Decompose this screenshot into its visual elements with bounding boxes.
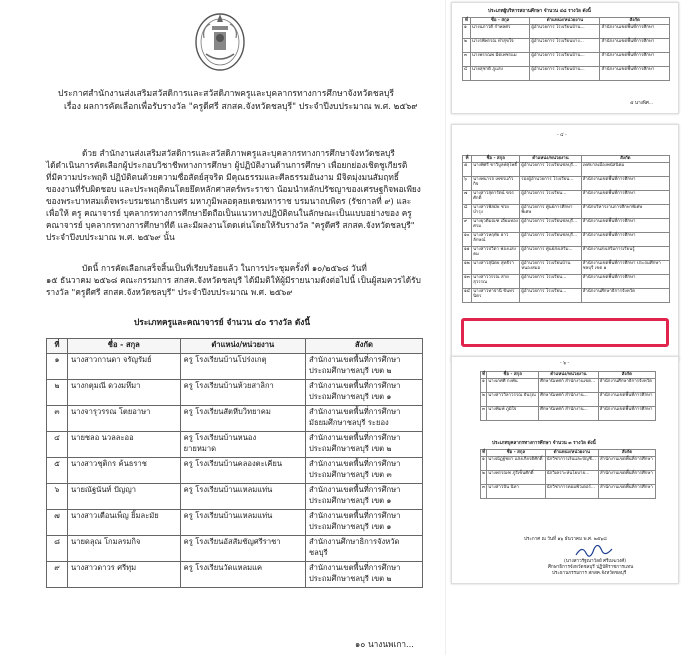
- para2-line: ๑๕ ธันวาคม ๒๕๖๘ คณะกรรมการ สกสค.จังหวัดชลบุรี ได้มีมติให้ผู้มีรายนามดังต่อไปนี้ เป็นผู้สมควรได้รับ: [46, 275, 421, 285]
- scan1-header: ที่: [463, 18, 471, 25]
- cell: ๑: [481, 378, 487, 392]
- cell: ผู้อำนวยการ โรงเรียนบาง...: [530, 38, 600, 52]
- cell: ศึกษานิเทศก์ สำนักงาน...: [539, 406, 599, 420]
- scan3-title2: ประเภทบุคลากรทางการศึกษา จำนวน ๓ รางวัล ดังนี้: [492, 441, 596, 446]
- teacher-awards-table: [46, 338, 423, 588]
- scan3-header: ที่: [482, 450, 486, 455]
- cell: ๑๐: [463, 232, 472, 246]
- row-name: นายดลุณ โกมลรมกิจ: [68, 536, 181, 562]
- signatory-title: ศึกษาธิการจังหวัดชลบุรี ปฏิบัติราชการแทน: [548, 565, 634, 570]
- scan3-header: ที่: [482, 372, 486, 377]
- para1-line: ของงานที่รับผิดชอบ และประพฤติตนโดยยึดหลักศาสตร์พระราชา น้อมนำหลักปรัชญาของเศรษฐกิจพอเพียง: [46, 184, 421, 194]
- cell: นางสาวสุนิตย สุทธิรา: [472, 260, 520, 274]
- cell: นางเกศศิ กงพัน: [487, 378, 539, 392]
- cell: ๒: [481, 470, 487, 484]
- cell: ๗: [463, 190, 472, 204]
- cell: นางสาวปวิตา ฟองแสงคม: [472, 246, 520, 260]
- col-header-no: ที่: [47, 339, 68, 354]
- row-position: ครู โรงเรียนวัดแหลมแค: [180, 562, 305, 588]
- scan3-header: ตำแหน่ง/หน่วยงาน: [545, 450, 598, 457]
- table-row: [463, 232, 670, 246]
- row-affiliation: [305, 354, 422, 380]
- table-row: [47, 354, 423, 380]
- main.rows.1.org-line: สำนักงานเขตพื้นที่การศึกษา: [308, 381, 401, 390]
- cell: ผู้อำนวยการ โรงเรียนบ้าน...: [530, 24, 600, 38]
- cell: นางณัฏฐ์ชยา แสงเกียรติศักดิ์: [487, 456, 546, 470]
- row-number: ๖: [47, 484, 68, 510]
- cell: สำนักงานเขตพื้นที่การศึกษา: [600, 38, 670, 52]
- table-row: [463, 260, 670, 274]
- cell: นางพรรณพ มีตเพชรแม: [470, 52, 529, 66]
- scan1-title: ประเภทผู้บริหารสถานศึกษา จำนวน ๔๘ รางวัล ดังนี้: [488, 9, 591, 14]
- cell: รองผู้อำนวยการ โรงเรียน...: [520, 176, 581, 190]
- row-affiliation: [305, 380, 422, 406]
- row-name: นางสาวดาวร ศรีทุม: [68, 562, 181, 588]
- row-number: ๔: [47, 432, 68, 458]
- cell: สำนักงานเขตพื้นที่การศึกษา: [581, 190, 669, 204]
- table-row: [463, 190, 670, 204]
- row-number: ๘: [47, 536, 68, 562]
- cell: ผู้อำนวยการ โรงเรียนบ้านหนองสมอ: [520, 260, 581, 274]
- cell: ๕: [463, 162, 472, 176]
- cell: ผู้อำนวยการ โรงเรียนชลบุรี...: [520, 162, 581, 176]
- cell: ๙: [463, 218, 472, 232]
- cell: นางพรรณฑ ภูรีเซ็นศักดิ์: [487, 470, 546, 484]
- main.rows.7.org-line: สำนักงานศึกษาธิการจังหวัด: [308, 537, 400, 546]
- cell: ๒: [481, 392, 487, 406]
- cell: ๑๒: [463, 260, 472, 274]
- cell: นางสาววรรณ สายสุวรรณ: [472, 274, 520, 288]
- signatory-title: ประธานกรรมการ สกสค.จังหวัดชลบุรี: [552, 571, 627, 576]
- table-title: ประเภทครูและคณาจารย์ จำนวน ๔๐ รางวัล ดังนี้: [134, 317, 311, 327]
- cell: สำนักงานเขตพื้นที่การศึกษา: [598, 470, 655, 484]
- main.rows.0.org-line: ประถมศึกษาชลบุรี เขต ๒: [308, 366, 392, 375]
- cell: นางสาวสุดารัตน์ ขจรศักดิ์: [472, 190, 520, 204]
- scan1-header: สังกัด: [600, 18, 670, 25]
- cell: ๓: [481, 484, 487, 498]
- table-row: [47, 380, 423, 406]
- row-name: นางกตุมณี ดวงมหึมา: [68, 380, 181, 406]
- table-row: [47, 562, 423, 588]
- table-row: [463, 204, 670, 218]
- cell: สำนักงานเขตพื้นที่การศึกษา: [581, 176, 669, 190]
- table-row: [463, 218, 670, 232]
- main.rows.3.pos-line: ครู โรงเรียนบ้านหนอง: [183, 433, 257, 442]
- cell: นางยุวดีมณฑ เอี่ยมทองศรม: [472, 218, 520, 232]
- scan2-header: ตำแหน่ง/หน่วยงาน: [520, 156, 581, 163]
- signature-icon: [574, 545, 614, 559]
- main.rows.5.org-line: สำนักงานเขตพื้นที่การศึกษา: [308, 485, 401, 494]
- main.rows.4.org-line: ประถมศึกษาชลบุรี เขต ๓: [308, 470, 392, 479]
- continuation-text: ๑๐ นางนพเกา...: [355, 639, 414, 649]
- col-header-name: ชื่อ - สกุล: [68, 339, 181, 354]
- para1-line: ประจำปีงบประมาณ พ.ศ. ๒๕๖๙ นั้น: [46, 232, 175, 242]
- cell: ๑๓: [463, 274, 472, 288]
- main.rows.3.org-line: ประถมศึกษาชลบุรี เขต ๒: [308, 444, 392, 453]
- cell: นักวิชาการคอมพิวเตอร์...: [545, 484, 598, 498]
- table-row: [463, 24, 670, 38]
- table-row: [481, 456, 656, 470]
- cell: นางสาวพิสมัย ช่วยบำรุง: [472, 204, 520, 218]
- table-row: [47, 458, 423, 484]
- scan3-header: ชื่อ - สกุล: [487, 372, 539, 379]
- cell: ผู้อำนวยการ โรงเรียน...: [520, 190, 581, 204]
- cell: ๓: [481, 406, 487, 420]
- main.rows.7.org-line: ชลบุรี: [308, 548, 328, 557]
- para1-line: ของพระบาทสมเด็จพระบรมชนกาธิเบศร มหาภูมิพลอดุลยเดชมหาราช บรมนาถบพิตร (รัชกาลที่ ๙) และ: [46, 196, 412, 206]
- table-row: [463, 162, 670, 176]
- cell: สำนักงานเขตพื้นที่การศึกษา: [598, 392, 655, 406]
- cell: นักวิชาการเงินและบัญชี...: [545, 456, 598, 470]
- row-number: ๒: [47, 380, 68, 406]
- main.rows.3.pos-line: ยายหมาด: [183, 444, 217, 453]
- row-name: นายณัฐนันท์ ปัญญา: [68, 484, 181, 510]
- table-row: [481, 378, 656, 392]
- scan3-announce-date: ประกาศ ณ วันที่ ๑๖ ธันวาคม พ.ศ. ๒๕๖๘: [524, 537, 607, 542]
- main.rows.0.org-line: สำนักงานเขตพื้นที่การศึกษา: [308, 355, 401, 364]
- cell: สำนักบริหารงานการศึกษาพิเศษ: [581, 204, 669, 218]
- cell: ผู้อำนวยการ โรงเรียนชลบุรี...: [520, 218, 581, 232]
- table-row: [463, 246, 670, 260]
- row-name: นางจารุวรรณ โตยอาษา: [68, 406, 181, 432]
- row-affiliation: [305, 484, 422, 510]
- scan3-header: ตำแหน่ง/หน่วยงาน: [539, 372, 599, 379]
- scan3-page-number: - ๖ -: [560, 361, 570, 366]
- scan1-table: [462, 17, 670, 81]
- para2-line: บัดนี้ การคัดเลือกเสร็จสิ้นเป็นที่เรียบร้อยแล้ว ในการประชุมครั้งที่ ๑๐/๒๕๖๘ วันที่: [82, 263, 367, 273]
- cell: ผู้อำนวยการ โรงเรียนบ้าน...: [530, 52, 600, 66]
- table-row: [47, 510, 423, 536]
- scan-page-6: [451, 356, 679, 584]
- table-row: [481, 406, 656, 420]
- page-divider: [445, 0, 446, 655]
- garuda-seal-icon: [192, 8, 248, 72]
- para1-line: ด้วย สำนักงานส่งเสริมสวัสดิการและสวัสดิภาพครูและบุคลากรทางการศึกษาจังหวัดชลบุรี: [82, 148, 395, 158]
- row-affiliation: [305, 562, 422, 588]
- main.rows.6.org-line: สำนักงานเขตพื้นที่การศึกษา: [308, 511, 401, 520]
- para1-line: ที่มีความประพฤติ ปฏิบัติตนด้วยความซื่อสัตย์สุจริต มีคุณธรรมและศีลธรรมอันงาม มีจิตมุ่งมนสัมฤทธิ์: [46, 172, 399, 182]
- table-row: [481, 484, 656, 498]
- cell: เทศบาลเมืองพนัสนิคม: [581, 162, 669, 176]
- cell: สำนักงานเขตพื้นที่การศึกษา: [581, 218, 669, 232]
- cell: สำนักงานเขตพื้นที่การศึกษา: [598, 484, 655, 498]
- row-position: [180, 432, 305, 458]
- cell: นางพนารถ เพชรแก้วกิจ: [472, 176, 520, 190]
- row-number: ๗: [47, 510, 68, 536]
- cell: ผู้อำนวยการ โรงเรียน...: [520, 274, 581, 288]
- row-number: ๙: [47, 562, 68, 588]
- table-row: [463, 274, 670, 288]
- cell: นางสาวปัน นิทา: [487, 484, 546, 498]
- cell: ๖: [463, 176, 472, 190]
- row-name: นายชลอ นวลละออ: [68, 432, 181, 458]
- table-row: [481, 392, 656, 406]
- scan2-header: ชื่อ - สกุล: [472, 156, 520, 163]
- table-row: [463, 52, 670, 66]
- scan1-cont: ๕ นางพิศ...: [630, 101, 654, 106]
- cell: ผู้อำนวยการ ศูนย์การศึกษาพิเศษ: [520, 204, 581, 218]
- table-row: [463, 66, 670, 80]
- cell: นางสาววิลาวรรณ ธันรุณ: [487, 392, 539, 406]
- highlight-box: [461, 318, 669, 347]
- row-affiliation: [305, 458, 422, 484]
- cell: ๔: [463, 66, 471, 80]
- row-position: ครู โรงเรียนบ้านโปร่งเกตุ: [180, 354, 305, 380]
- cell: ศึกษานิเทศก์ สำนักงาน...: [539, 392, 599, 406]
- cell: ๑: [463, 24, 471, 38]
- cell: นางสาวทาจานี ขันทรนิตร: [472, 288, 520, 302]
- cell: สำนักงานเขตพื้นที่การศึกษา: [600, 52, 670, 66]
- scan3-header: ชื่อ - สกุล: [487, 450, 546, 457]
- row-affiliation: [305, 510, 422, 536]
- row-position: ครู โรงเรียนบ้านแหลมแท่น: [180, 484, 305, 510]
- cell: ๑: [481, 456, 487, 470]
- row-position: ครู โรงเรียนบ้านคลองตะเคียน: [180, 458, 305, 484]
- para1-line: ได้ดำเนินการคัดเลือกผู้ประกอบวิชาชีพทางการศึกษา ผู้ปฏิบัติงานด้านการศึกษา เพื่อยกย่องเชิดชูเกียรติ: [46, 160, 408, 170]
- cell: นางพิมพ์ ภูมิใจ: [487, 406, 539, 420]
- table-row: [463, 176, 670, 190]
- announcement-heading: ประกาศสำนักงานส่งเสริมสวัสดิการและสวัสดิภาพครูและบุคลากรทางการศึกษาจังหวัดชลบุรี: [58, 89, 394, 99]
- cell: สำนักงานเขตพื้นที่การศึกษา: [600, 24, 670, 38]
- cell: สำนักงานเขตพื้นที่การศึกษา: [598, 456, 655, 470]
- cell: ๑๔: [463, 288, 472, 302]
- cell: ผู้อำนวยการ โรงเรียน...: [520, 288, 581, 302]
- cell: นายสุชาติ ภูแสง: [470, 66, 529, 80]
- scan2-page-number: - ๔ -: [557, 133, 567, 138]
- cell: ผู้อำนวยการ ศูนย์ส่งเสริม...: [520, 246, 581, 260]
- signatory-name: (นางสาวรัฐณาวัลย์ ศรีเมฆวงศ์): [564, 559, 627, 564]
- table-row: [481, 470, 656, 484]
- row-position: ครู โรงเรียนอัสสัมชัญศรีราชา: [180, 536, 305, 562]
- main.rows.4.org-line: สำนักงานเขตพื้นที่การศึกษา: [308, 459, 401, 468]
- row-affiliation: [305, 536, 422, 562]
- row-position: ครู โรงเรียนบ้านแหลมแท่น: [180, 510, 305, 536]
- row-number: ๑: [47, 354, 68, 380]
- row-number: ๕: [47, 458, 68, 484]
- scan3-header: สังกัด: [598, 372, 655, 379]
- main.rows.8.org-line: ประถมศึกษาชลบุรี เขต ๒: [308, 574, 392, 583]
- cell: ผู้อำนวยการ โรงเรียนบ้าน...: [530, 66, 600, 80]
- row-name: นางสาวชุติกร ค้นธราช: [68, 458, 181, 484]
- table-row: [463, 288, 670, 302]
- cell: สำนักงานศึกษาธิการจังหวัด: [598, 378, 655, 392]
- main.rows.3.org-line: สำนักงานเขตพื้นที่การศึกษา: [308, 433, 401, 442]
- announcement-subject: เรื่อง ผลการคัดเลือกเพื่อรับรางวัล "ครูดีศรี สกสค.จังหวัดชลบุรี" ประจำปีงบประมาณ พ.ศ. ๒๕๖๙: [64, 102, 418, 112]
- table-row: [47, 536, 423, 562]
- main.rows.1.org-line: ประถมศึกษาชลบุรี เขต ๑: [308, 392, 392, 401]
- cell: ๓: [463, 52, 471, 66]
- table-row: [463, 38, 670, 52]
- table-row: [47, 484, 423, 510]
- row-position: ครู โรงเรียนสัตหีบวิทยาคม: [180, 406, 305, 432]
- para1-line: เพื่อให้ ครู คณาจารย์ บุคลากรทางการศึกษายึดถือเป็นแนวทางปฏิบัติตนในลักษณะเป็นแบบอย่างของ ครู: [46, 208, 412, 218]
- cell: ๒: [463, 38, 471, 52]
- scan3-header: สังกัด: [598, 450, 655, 457]
- scan2-header: ที่: [463, 156, 472, 163]
- table-row: [47, 432, 423, 458]
- cell: นักวิเคราะห์นโยบาย...: [545, 470, 598, 484]
- cell: ผู้อำนวยการ โรงเรียนชลบุรี...: [520, 232, 581, 246]
- scan-page-3: [451, 2, 679, 114]
- col-header-position: ตำแหน่ง/หน่วยงาน: [180, 339, 305, 354]
- cell: สำนักงานเขตพื้นที่การศึกษา: [600, 66, 670, 80]
- cell: สำนักงานศึกษาธิการจังหวัด: [581, 288, 669, 302]
- cell: ๘: [463, 204, 472, 218]
- main.rows.2.org-line: สำนักงานเขตพื้นที่การศึกษา: [308, 407, 401, 416]
- row-name: นางสาวกานดา จรัญรัมย์: [68, 354, 181, 380]
- row-name: นางสาวเตือนเพ็ญ ยิ้มละมัย: [68, 510, 181, 536]
- para1-line: คณาจารย์ บุคลากรทางการศึกษาที่ดี และมีผลงานโดดเด่นโดยให้รับรางวัล "ครูดีศรี สกสค.จังหวัดชลบุรี": [46, 220, 415, 230]
- row-affiliation: [305, 406, 422, 432]
- cell: สำนักงานเขตพื้นที่การศึกษา: [581, 232, 669, 246]
- cell: ศึกษานิเทศก์ สำนักงานเขต...: [539, 378, 599, 392]
- cell: นางรพีพรรณ ทำสุขใจ: [470, 38, 529, 52]
- para2-line: รางวัล "ครูดีศรี สกสค.จังหวัดชลบุรี" ประจำปีงบประมาณ พ.ศ. ๒๕๖๙: [46, 287, 293, 297]
- scan3-table2: [480, 449, 656, 499]
- row-number: ๓: [47, 406, 68, 432]
- row-affiliation: [305, 432, 422, 458]
- cell: นางสาวหฤทัย ฮาวลักษณ์: [472, 232, 520, 246]
- scan1-header: ชื่อ - สกุล: [470, 18, 529, 25]
- cell: นางนภาวดี กำพลศร: [470, 24, 529, 38]
- table-row: [47, 406, 423, 432]
- cell: ๑๑: [463, 246, 472, 260]
- scan2-header: สังกัด: [581, 156, 669, 163]
- scan3-table: [480, 371, 656, 421]
- main.rows.2.org-line: มัธยมศึกษาชลบุรี ระยอง: [308, 418, 389, 427]
- cell: สำนักงานเขตพื้นที่การศึกษา: [581, 274, 669, 288]
- cell: สำนักงานส่งเสริมการเรียนรู้: [581, 246, 669, 260]
- cell: สำนักงานเขตพื้นที่การศึกษา ประถมศึกษาชลบุรี เขต ๑: [581, 260, 669, 274]
- scan2-table: [462, 155, 670, 303]
- scan1-header: ตำแหน่ง/หน่วยงาน: [530, 18, 600, 25]
- main.rows.5.org-line: ประถมศึกษาชลบุรี เขต ๑: [308, 496, 392, 505]
- main.rows.8.org-line: สำนักงานเขตพื้นที่การศึกษา: [308, 563, 401, 572]
- cell: สำนักงานเขตพื้นที่การศึกษา: [598, 406, 655, 420]
- main.rows.6.org-line: ประถมศึกษาชลบุรี เขต ๑: [308, 522, 392, 531]
- col-header-affiliation: สังกัด: [305, 339, 422, 354]
- cell: นางพิศรี ขาวิบูลพ์สุโพธิ์: [472, 162, 520, 176]
- row-position: ครู โรงเรียนบ้านห้วยสาลิกา: [180, 380, 305, 406]
